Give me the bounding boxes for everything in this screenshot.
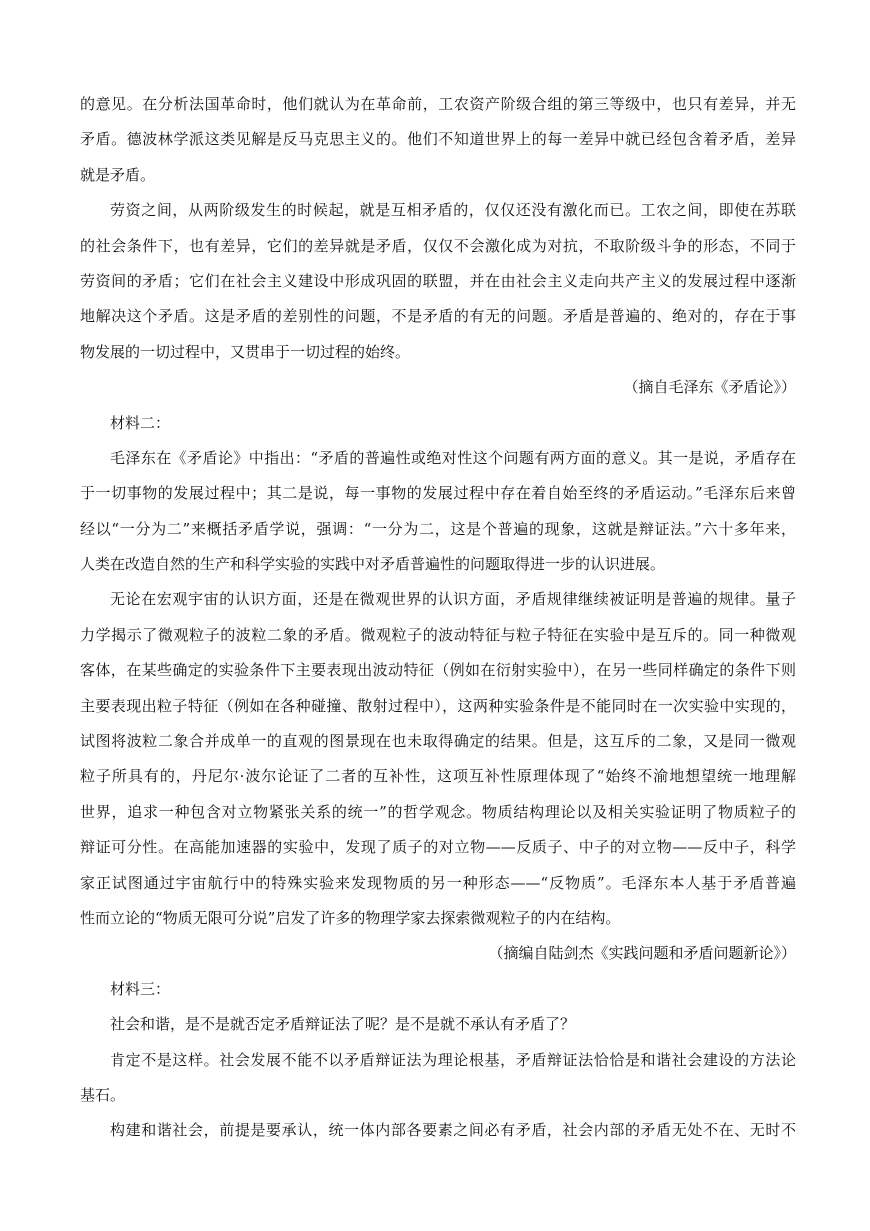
paragraph-start-line: 构建和谐社会，前提是要承认，统一体内部各要素之间必有矛盾，社会内部的矛盾无处不在、无时不 bbox=[110, 1121, 796, 1140]
text-line: 劳资间的矛盾；它们在社会主义建设中形成巩固的联盟，并在由社会主义走向共产主义的发展过程中逐渐 bbox=[80, 271, 796, 290]
text-line: 人类在改造自然的生产和科学实验的实践中对矛盾普遍性的问题取得进一步的认识进展。 bbox=[80, 555, 666, 574]
text-line: 的社会条件下，也有差异，它们的差异就是矛盾，仅仅不会激化成为对抗，不取阶级斗争的形态，不同于 bbox=[80, 236, 796, 255]
text-line: 客体，在某些确定的实验条件下主要表现出波动特征（例如在衍射实验中），在另一些同样确定的条件下则 bbox=[80, 661, 796, 680]
text-line: 主要表现出粒子特征（例如在各种碰撞、散射过程中），这两种实验条件是不能同时在一次实验中实现的， bbox=[80, 696, 796, 715]
paragraph-start-line: 无论在宏观宇宙的认识方面，还是在微观世界的认识方面，矛盾规律继续被证明是普遍的规律。量子 bbox=[110, 590, 796, 609]
text-line: 于一切事物的发展过程中；其二是说，每一事物的发展过程中存在着自始至终的矛盾运动。”毛泽东后来曾 bbox=[80, 484, 796, 503]
text-line: 粒子所具有的，丹尼尔·波尔论证了二者的互补性，这项互补性原理体现了“始终不渝地想望统一地理解 bbox=[80, 767, 796, 786]
text-line: 辩证可分性。在高能加速器的实验中，发现了质子的对立物——反质子、中子的对立物——反中子，科学 bbox=[80, 838, 796, 857]
text-line: 力学揭示了微观粒子的波粒二象的矛盾。微观粒子的波动特征与粒子特征在实验中是互斥的。同一种微观 bbox=[80, 625, 796, 644]
text-line: 矛盾。德波林学派这类见解是反马克思主义的。他们不知道世界上的每一差异中就已经包含着矛盾，差异 bbox=[80, 130, 796, 149]
text-line: 物发展的一切过程中，又贯串于一切过程的始终。 bbox=[80, 342, 411, 361]
text-line: 地解决这个矛盾。这是矛盾的差别性的问题，不是矛盾的有无的问题。矛盾是普遍的、绝对的，存在于事 bbox=[80, 307, 796, 326]
text-line: 家正试图通过宇宙航行中的特殊实验来发现物质的另一种形态——“反物质”。毛泽东本人基于矛盾普遍 bbox=[80, 873, 796, 892]
paragraph-start-line: 毛泽东在《矛盾论》中指出：“矛盾的普遍性或绝对性这个问题有两方面的意义。其一是说，矛盾存在 bbox=[110, 448, 796, 467]
source-citation: （摘自毛泽东《矛盾论》） bbox=[623, 378, 796, 397]
source-citation: （摘编自陆剑杰《实践问题和矛盾问题新论》） bbox=[488, 944, 796, 963]
text-line: 世界，追求一种包含对立物紧张关系的统一”的哲学观念。物质结构理论以及相关实验证明了物质粒子的 bbox=[80, 802, 796, 821]
text-line: 试图将波粒二象合并成单一的直观的图景现在也未取得确定的结果。但是，这互斥的二象，又是同一微观 bbox=[80, 732, 796, 751]
paragraph-start-line: 肯定不是这样。社会发展不能不以矛盾辩证法为理论根基，矛盾辩证法恰恰是和谐社会建设的方法论 bbox=[110, 1050, 796, 1069]
document-body bbox=[80, 94, 796, 1156]
section-heading: 材料二： bbox=[110, 413, 171, 432]
text-line: 基石。 bbox=[80, 1085, 126, 1104]
paragraph-line: 社会和谐，是不是就否定矛盾辩证法了呢？是不是就不承认有矛盾了？ bbox=[110, 1015, 576, 1034]
section-heading: 材料三： bbox=[110, 979, 171, 998]
paragraph-start-line: 劳资之间，从两阶级发生的时候起，就是互相矛盾的，仅仅还没有激化而已。工农之间，即使在苏联 bbox=[110, 201, 796, 220]
text-line: 经以“一分为二”来概括矛盾学说，强调：“一分为二，这是个普遍的现象，这就是辩证法。”六十多年来， bbox=[80, 519, 796, 538]
text-line: 的意见。在分析法国革命时，他们就认为在革命前，工农资产阶级合组的第三等级中，也只有差异，并无 bbox=[80, 95, 796, 113]
text-line: 就是矛盾。 bbox=[80, 165, 156, 184]
text-line: 性而立论的“物质无限可分说”启发了许多的物理学家去探索微观粒子的内在结构。 bbox=[80, 908, 621, 927]
